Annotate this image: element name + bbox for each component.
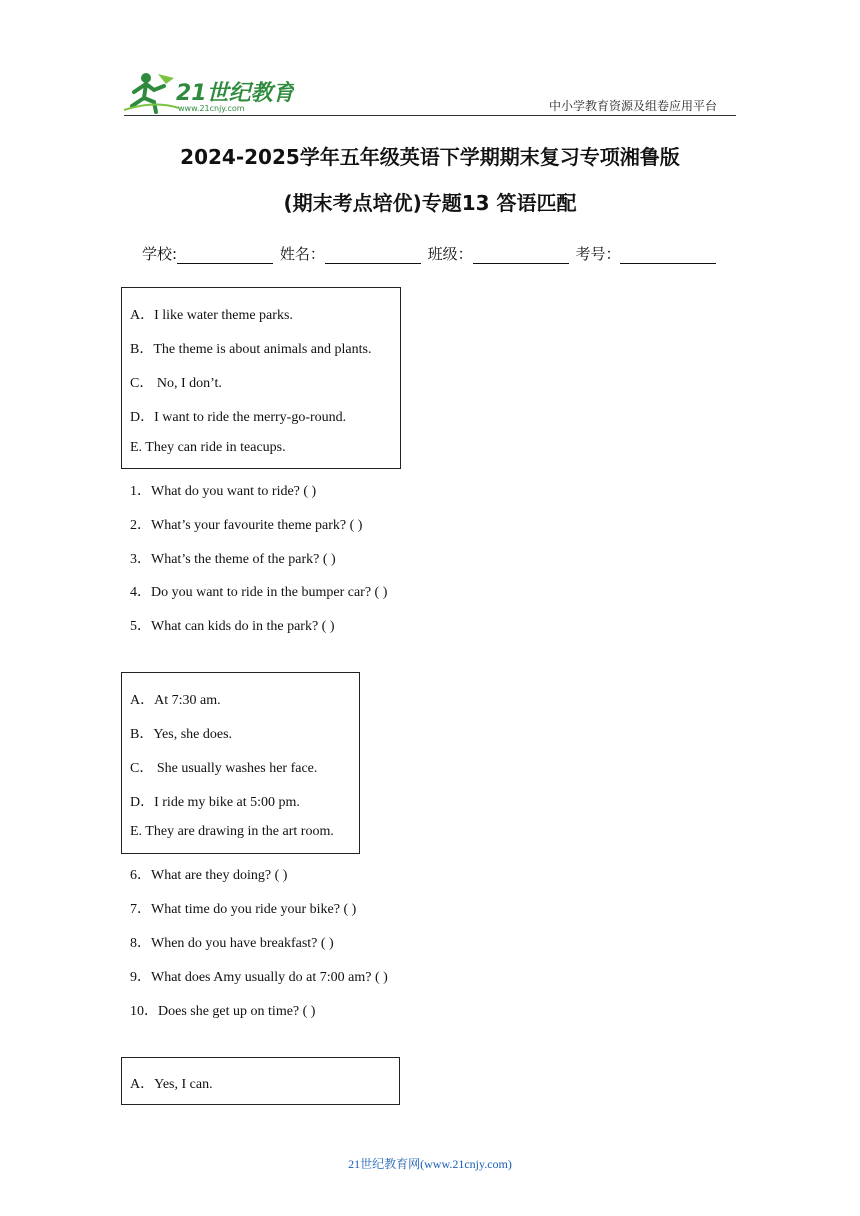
student-info-line: [142, 243, 718, 264]
question-9: 9．What does Amy usually do at 7:00 am? ( ): [130, 970, 388, 985]
logo-subtitle: www.21cnjy.com: [178, 104, 245, 113]
question-7: 7．What time do you ride your bike? ( ): [130, 902, 357, 917]
option-3a: A．Yes, I can.: [130, 1077, 213, 1092]
footer-link[interactable]: 21世纪教育网(www.21cnjy.com): [348, 1157, 512, 1171]
options-box-2: [121, 672, 360, 854]
header-divider: [124, 115, 736, 116]
option-2e: E. They are drawing in the art room.: [130, 824, 334, 839]
option-2c: C． She usually washes her face.: [130, 761, 318, 776]
question-6: 6．What are they doing? ( ): [130, 868, 288, 883]
question-8: 8．When do you have breakfast? ( ): [130, 936, 334, 951]
option-2d: D．I ride my bike at 5:00 pm.: [130, 795, 300, 810]
options-box-3: [121, 1057, 400, 1105]
number-blank[interactable]: [620, 247, 716, 264]
question-3: 3．What’s the theme of the park? ( ): [130, 552, 336, 567]
runner-logo-icon: [124, 70, 294, 114]
option-1e: E. They can ride in teacups.: [130, 440, 286, 455]
school-label: 学校:: [142, 245, 178, 263]
name-blank[interactable]: [325, 247, 421, 264]
question-5: 5．What can kids do in the park? ( ): [130, 619, 335, 634]
option-1c: C． No, I don’t.: [130, 376, 222, 391]
question-10: 10．Does she get up on time? ( ): [130, 1004, 316, 1019]
question-4: 4．Do you want to ride in the bumper car? ( ): [130, 585, 388, 600]
question-1: 1．What do you want to ride? ( ): [130, 484, 317, 499]
logo: [124, 70, 294, 114]
option-1b: B．The theme is about animals and plants.: [130, 342, 372, 357]
school-blank[interactable]: [177, 247, 273, 264]
number-label: 考号：: [575, 245, 621, 263]
option-1d: D．I want to ride the merry-go-round.: [130, 410, 347, 425]
class-label: 班级：: [427, 245, 473, 263]
question-2: 2．What’s your favourite theme park? ( ): [130, 518, 363, 533]
name-label: 姓名：: [279, 245, 325, 263]
option-2a: A．At 7:30 am.: [130, 693, 221, 708]
page-subtitle: (期末考点培优)专题13 答语匹配: [283, 191, 577, 215]
options-box-1: [121, 287, 401, 469]
page-title: 2024-2025学年五年级英语下学期期末复习专项湘鲁版: [180, 145, 680, 169]
option-2b: B．Yes, she does.: [130, 727, 233, 742]
platform-label: 中小学教育资源及组卷应用平台: [549, 99, 718, 113]
logo-title: 21世纪教育: [176, 81, 294, 106]
option-1a: A．I like water theme parks.: [130, 308, 293, 323]
class-blank[interactable]: [473, 247, 569, 264]
